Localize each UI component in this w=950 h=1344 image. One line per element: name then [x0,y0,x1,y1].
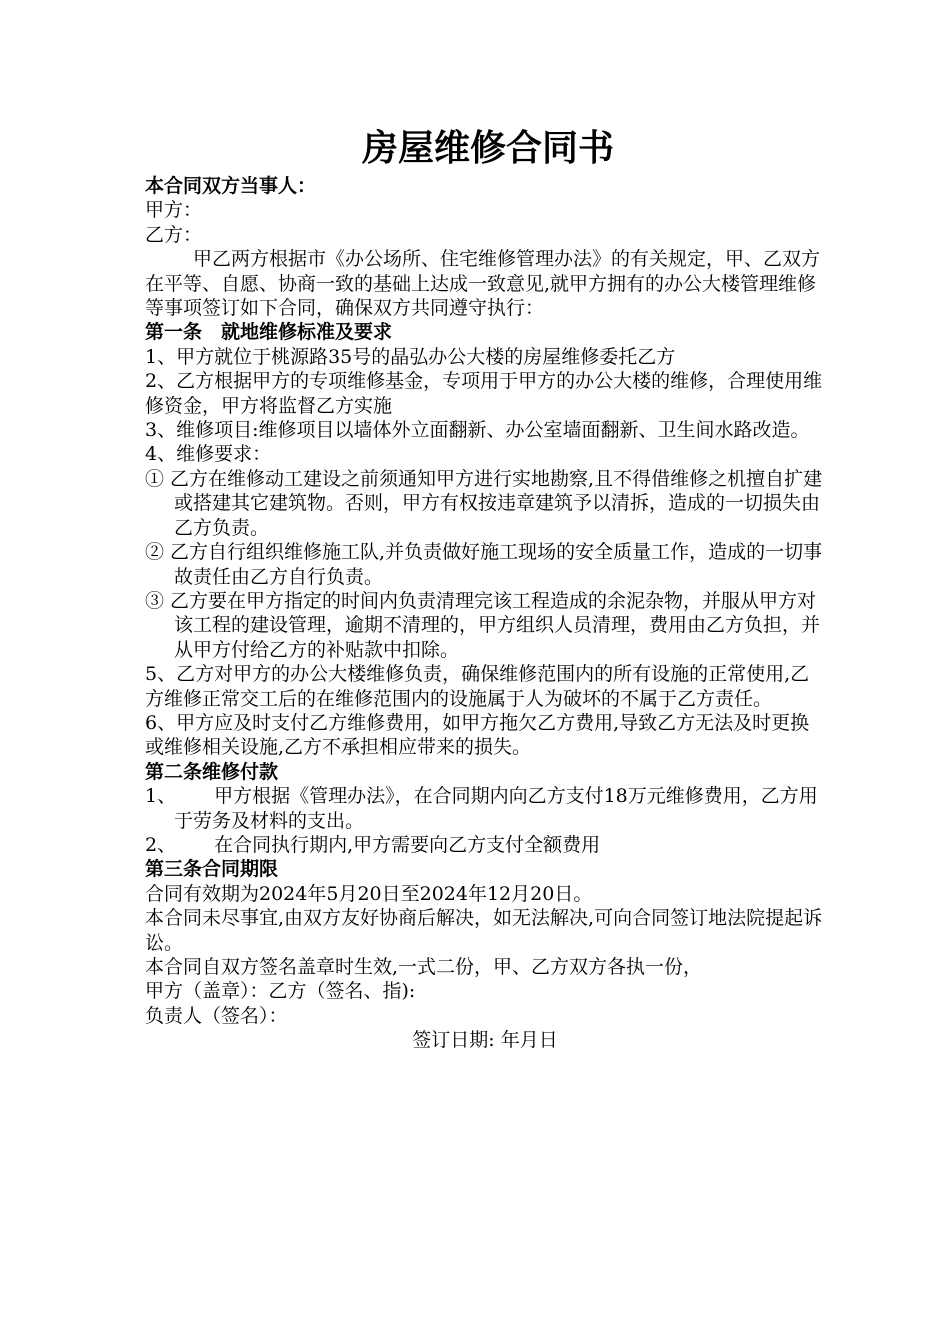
article-1-item: 6、甲方应及时支付乙方维修费用，如甲方拖欠乙方费用,导致乙方无法及时更换或维修相关设施,乙方不承担相应带来的损失。 [145,711,810,759]
signature-line: 负责人（签名）： [145,1004,288,1027]
requirement-item: ① 乙方在维修动工建设之前须通知甲方进行实地勘察,且不得借维修之机擅自扩建或搭建其它建筑物。否则，甲方有权按违章建筑予以清拆，造成的一切损失由乙方负责。 [145,467,823,539]
payment-item-text: 甲方根据《管理办法》，在合同期内向乙方支付18万元维修费用，乙方用于劳务及材料的支出。 [174,785,818,832]
term-line: 本合同未尽事宜,由双方友好协商后解决，如无法解决,可向合同签订地法院提起诉讼。 [145,907,823,954]
article-2-heading: 第二条维修付款 [145,760,279,783]
party-a-line: 甲方： [145,199,203,222]
payment-item-number: 1、 [145,785,177,808]
payment-item-text: 在合同执行期内,甲方需要向乙方支付全额费用 [214,833,601,856]
payment-item [145,833,825,857]
requirement-item: ③ 乙方要在甲方指定的时间内负责清理完该工程造成的余泥杂物，并服从甲方对该工程的建设管理，逾期不清理的，甲方组织人员清理，费用由乙方负担，并从甲方付给乙方的补贴款中扣除。 [145,589,821,661]
term-line: 合同有效期为2024年5月20日至2024年12月20日。 [145,882,593,905]
requirement-item: ② 乙方自行组织维修施工队,并负责做好施工现场的安全质量工作，造成的一切事故责任由乙方自行负责。 [145,541,823,588]
parties-heading: 本合同双方当事人： [145,175,317,197]
article-1-heading: 第一条 就地维修标准及要求 [145,321,393,344]
intro-paragraph: 甲乙两方根据市《办公场所、住宅维修管理办法》的有关规定，甲、乙双方在平等、自愿、协商一致的基础上达成一致意见,就甲方拥有的办公大楼管理维修等事项签订如下合同，确保双方共同遵守执行： [145,248,821,320]
term-line: 本合同自双方签名盖章时生效,一式二份，甲、乙方双方各执一份， [145,956,703,978]
article-1-item: 4、维修要求： [145,443,272,466]
party-b-line: 乙方： [145,223,203,246]
article-1-item: 5、乙方对甲方的办公大楼维修负责，确保维修范围内的所有设施的正常使用,乙方维修正常交工后的在维修范围内的设施属于人为破坏的不属于乙方责任。 [145,663,810,710]
signing-date: 签订日期: 年月日 [412,1029,558,1052]
payment-item-number: 2、 [145,833,177,856]
article-1-item: 2、乙方根据甲方的专项维修基金，专项用于甲方的办公大楼的维修，合理使用维修资金，甲方将监督乙方实施 [145,370,823,417]
article-1-item: 3、维修项目:维修项目以墙体外立面翻新、办公室墙面翻新、卫生间水路改造。 [145,419,810,442]
signature-line: 甲方（盖章）：乙方（签名、指): [145,980,416,1003]
contract-page [145,124,825,1053]
document-title: 房屋维修合同书 [361,127,614,169]
payment-item [145,784,825,833]
article-3-heading: 第三条合同期限 [145,858,279,881]
article-1-item: 1、甲方就位于桃源路35号的晶弘办公大楼的房屋维修委托乙方 [145,345,676,368]
